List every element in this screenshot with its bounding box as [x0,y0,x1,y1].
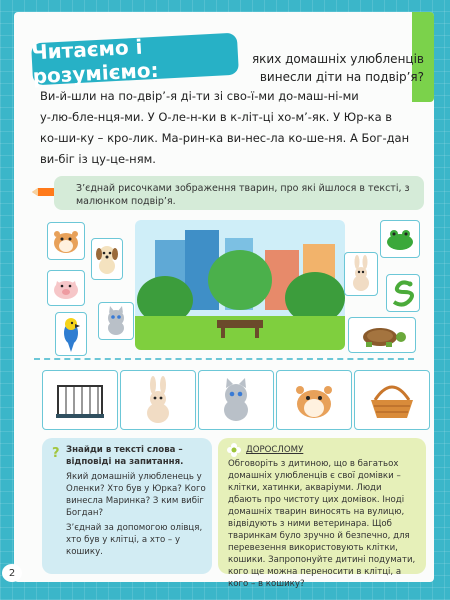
snake-icon [390,278,416,308]
bunny-card-right[interactable] [344,252,378,296]
frog-icon [384,225,416,253]
page-number: 2 [2,564,22,582]
task-connect-animals [54,176,424,210]
section-title: Читаємо і розуміємо: [31,33,239,86]
question-line-1: яких домашніх улюбленців [251,52,424,66]
question-line-find: Знайди в тексті слова – відповіді на запитання. [66,445,184,467]
basket-card[interactable] [354,370,430,430]
kitten-card[interactable] [98,302,134,340]
story-line-4: ви-біг із цу-це-ням. [40,152,156,166]
task-connect-text: З’єднай рисочками зображення тварин, про які йшлося в тексті, з малюнком подвір’я. [76,183,410,207]
hamster-icon [51,227,81,255]
story-line-3: ко-ши-ку – кро-лик. Ма-рин-ка ви-нес-ла ко-ше-ня. А Бог-дан [40,131,410,145]
hamster-icon [291,378,337,422]
yard-scene-illustration [135,220,345,350]
dashed-divider [34,358,414,360]
adult-note-body: Обговоріть з дитиною, що в багатьох домашніх улюбленців є свої домівки – клітки, хатинки, акваріуми. Люди дбають про чистоту цих домівок. Іноді домашніх тварин виносять на вулицю, відвідують з ними ветеринара. Щоб тваринкам було зручно й безпечно, для перевезення використовують клітки, кошики. Запропонуйте дитині подумати, кого ще можна переносити в клітці, а кого – в кошику? [228,459,416,589]
bunny-icon [348,255,374,293]
frog-card[interactable] [380,220,420,258]
hamster-card-bottom[interactable] [276,370,352,430]
page-sheet [14,12,434,589]
parrot-card[interactable] [55,312,87,356]
puppy-icon [94,242,120,276]
question-line-2: винесли діти на подвір’я? [259,70,424,84]
question-line-who: Який домашній улюбленець у Оленки? Хто був у Юрка? Кого винесла Маринка? З ким вибіг Богдан? [66,472,206,518]
adult-note-heading: ДОРОСЛОМУ [246,445,304,455]
kitten-icon [102,306,130,336]
story-line-1: Ви-й-шли на по-двір’-я ді-ти зі сво-ї-ми до-маш-ні-ми [40,89,359,103]
title-question [244,50,424,86]
question-mark-icon: ? [52,446,60,461]
turtle-card[interactable] [348,317,416,353]
kitten-icon [214,376,258,424]
snake-card[interactable] [386,274,420,312]
kitten-card-bottom[interactable] [198,370,274,430]
question-line-connect: З’єднай за допомогою олівця, хто був у клітці, а хто – у кошику. [66,523,203,557]
question-box [42,438,212,574]
puppy-card[interactable] [91,238,123,280]
question-box-text [66,444,206,558]
adult-note-text [228,444,418,590]
piglet-card[interactable] [47,270,85,306]
basket-icon [365,378,419,422]
cage-icon [52,378,108,422]
story-line-2: у-лю-бле-нця-ми. У О-ле-н-ки в к-літ-ці хо-м’-як. У Юр-ка в [40,110,393,124]
story-text [40,86,424,170]
parrot-icon [59,315,83,353]
bunny-card-bottom[interactable] [120,370,196,430]
piglet-icon [51,275,81,301]
turtle-icon [354,322,410,348]
adult-note-box [218,438,426,589]
cage-card[interactable] [42,370,118,430]
bunny-icon [138,375,178,425]
hamster-card[interactable] [47,222,85,260]
